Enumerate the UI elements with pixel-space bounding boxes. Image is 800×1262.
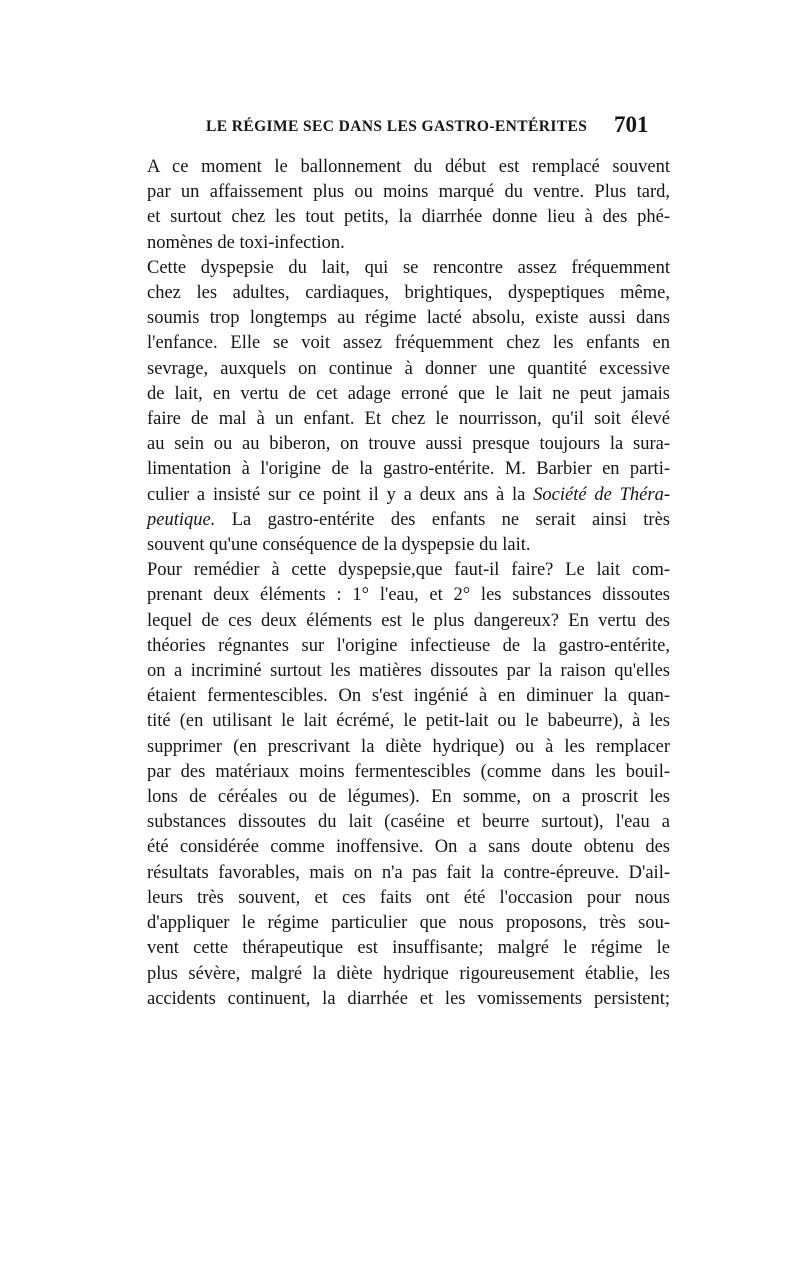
text-line: tité (en utilisant le lait écrémé, le petit-lait ou le babeurre), à les [147,711,670,732]
text-line: substances dissoutes du lait (caséine et beurre surtout), l'eau a [147,812,670,833]
text-segment: La gastro-entérite des enfants ne serait ainsi très [215,509,670,530]
text-line: par des matériaux moins fermentescibles (comme dans les bouil- [147,761,670,782]
paragraph-3 [133,558,670,1012]
text-line: vent cette thérapeutique est insuffisante; malgré le régime le [147,938,670,959]
paragraph-2 [133,256,670,558]
text-line: A ce moment le ballonnement du début est remplacé souvent [147,157,670,177]
text-line: Cette dyspepsie du lait, qui se rencontre assez fréquemment [147,257,670,278]
text-line: chez les adultes, cardiaques, brightiques, dyspeptiques même, [147,283,670,304]
running-head-title: LE RÉGIME SEC DANS LES GASTRO-ENTÉRITES [206,118,588,135]
text-line: nomènes de toxi-infection. [147,232,345,253]
text-line: faire de mal à un enfant. Et chez le nourrisson, qu'il soit élevé [147,409,670,430]
text-line: plus sévère, malgré la diète hydrique rigoureusement établie, les [147,963,670,984]
text-line: lons de céréales ou de légumes). En somme, on a proscrit les [147,787,670,808]
text-line: leurs très souvent, et ces faits ont été l'occasion pour nous [147,887,670,908]
text-line: lequel de ces deux éléments est le plus dangereux? En vertu des [147,610,670,631]
text-line: sevrage, auxquels on continue à donner une quantité excessive [147,358,670,379]
italic-journal-title-end: peutique. [147,509,216,530]
paragraph-1 [133,155,670,256]
text-line: Pour remédier à cette dyspepsie,que faut-il faire? Le lait com- [147,560,670,581]
text-line-with-italic [133,483,670,508]
text-line: de lait, en vertu de cet adage erroné que le lait ne peut jamais [147,383,670,404]
body-text [133,155,670,1012]
text-line: été considérée comme inoffensive. On a sans doute obtenu des [147,837,670,858]
text-segment: culier a insisté sur ce point il y a deux ans à la [147,484,526,505]
text-line: soumis trop longtemps au régime lacté absolu, existe aussi dans [147,308,670,329]
text-line: théories régnantes sur l'origine infectieuse de la gastro-entérite, [147,635,670,656]
text-line: et surtout chez les tout petits, la diarrhée donne lieu à des phé- [147,207,670,228]
text-line: supprimer (en prescrivant la diète hydrique) ou à les remplacer [147,736,670,757]
text-line: limentation à l'origine de la gastro-entérite. M. Barbier en parti- [147,459,670,480]
text-line: accidents continuent, la diarrhée et les vomissements persistent; [147,988,670,1009]
text-line-with-italic [133,508,670,533]
text-line: résultats favorables, mais on n'a pas fait la contre-épreuve. D'ail- [147,862,670,883]
italic-journal-title: Société de Théra- [533,484,670,505]
page-number: 701 [614,112,649,137]
text-line: d'appliquer le régime particulier que nous proposons, très sou- [147,913,670,934]
text-line: l'enfance. Elle se voit assez fréquemment chez les enfants en [147,333,670,354]
text-line: au sein ou au biberon, on trouve aussi presque toujours la sura- [147,434,670,455]
text-line: souvent qu'une conséquence de la dyspepsie du lait. [147,535,531,556]
text-line: par un affaissement plus ou moins marqué du ventre. Plus tard, [147,182,670,203]
text-line: prenant deux éléments : 1° l'eau, et 2° les substances dissoutes [147,585,670,606]
text-line: on a incriminé surtout les matières dissoutes par la raison qu'elles [147,661,670,682]
text-line: étaient fermentescibles. On s'est ingénié à en diminuer la quan- [147,686,670,707]
